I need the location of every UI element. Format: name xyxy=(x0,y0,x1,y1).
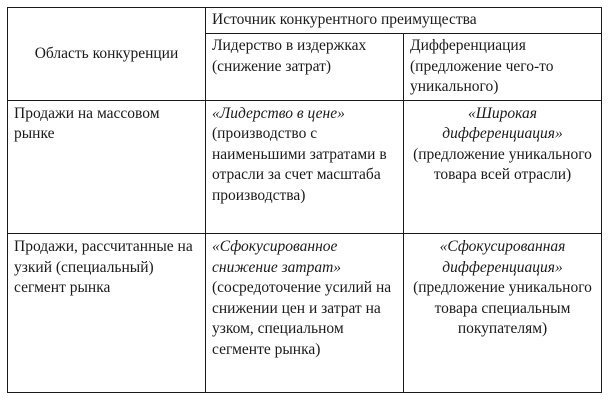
cost-strategy-description: (производство с наименьшими затратами в отрасли за счет масштаба производства) xyxy=(212,125,387,204)
differentiation-strategy-description: (предложение уникального товара всей отрасли) xyxy=(413,145,592,183)
table-row xyxy=(8,234,602,393)
table-row xyxy=(8,100,602,234)
differentiation-strategy-title: «Широкая дифференциация» xyxy=(442,104,563,142)
differentiation-strategy-title: «Сфокусированная дифференциация» xyxy=(439,238,566,276)
area-cell xyxy=(8,100,206,234)
cost-cell xyxy=(206,100,404,234)
cost-strategy-title: «Сфокусированное снижение затрат» xyxy=(212,238,342,276)
area-cell xyxy=(8,234,206,393)
cost-leadership-header-label: Лидерство в издержках (снижение затрат) xyxy=(212,37,367,75)
differentiation-cell xyxy=(404,100,602,234)
competitive-advantage-table xyxy=(7,7,602,393)
area-header-cell xyxy=(8,8,206,101)
cost-cell xyxy=(206,234,404,393)
header-row-top xyxy=(8,8,602,34)
source-header-cell xyxy=(206,8,602,34)
cost-strategy-description: (сосредоточение усилий на снижении цен и затрат на узком, специальном сегменте рынка) xyxy=(212,279,392,358)
differentiation-cell xyxy=(404,234,602,393)
source-header-label: Источник конкурентного преимущества xyxy=(212,11,477,28)
area-header-label: Область конкуренции xyxy=(34,44,179,62)
area-text: Продажи на массовом рынке xyxy=(14,104,160,142)
cost-leadership-header-cell xyxy=(206,34,404,101)
cost-strategy-title: «Лидерство в цене» xyxy=(212,104,345,122)
differentiation-header-label: Дифференциация (предложение чего-то уникального) xyxy=(410,37,554,95)
area-text: Продажи, рассчитанные на узкий (специальный) сегмент рынка xyxy=(14,238,193,297)
differentiation-header-cell xyxy=(404,34,602,101)
differentiation-strategy-description: (предложение уникального товара специальным покупателям) xyxy=(413,279,592,338)
